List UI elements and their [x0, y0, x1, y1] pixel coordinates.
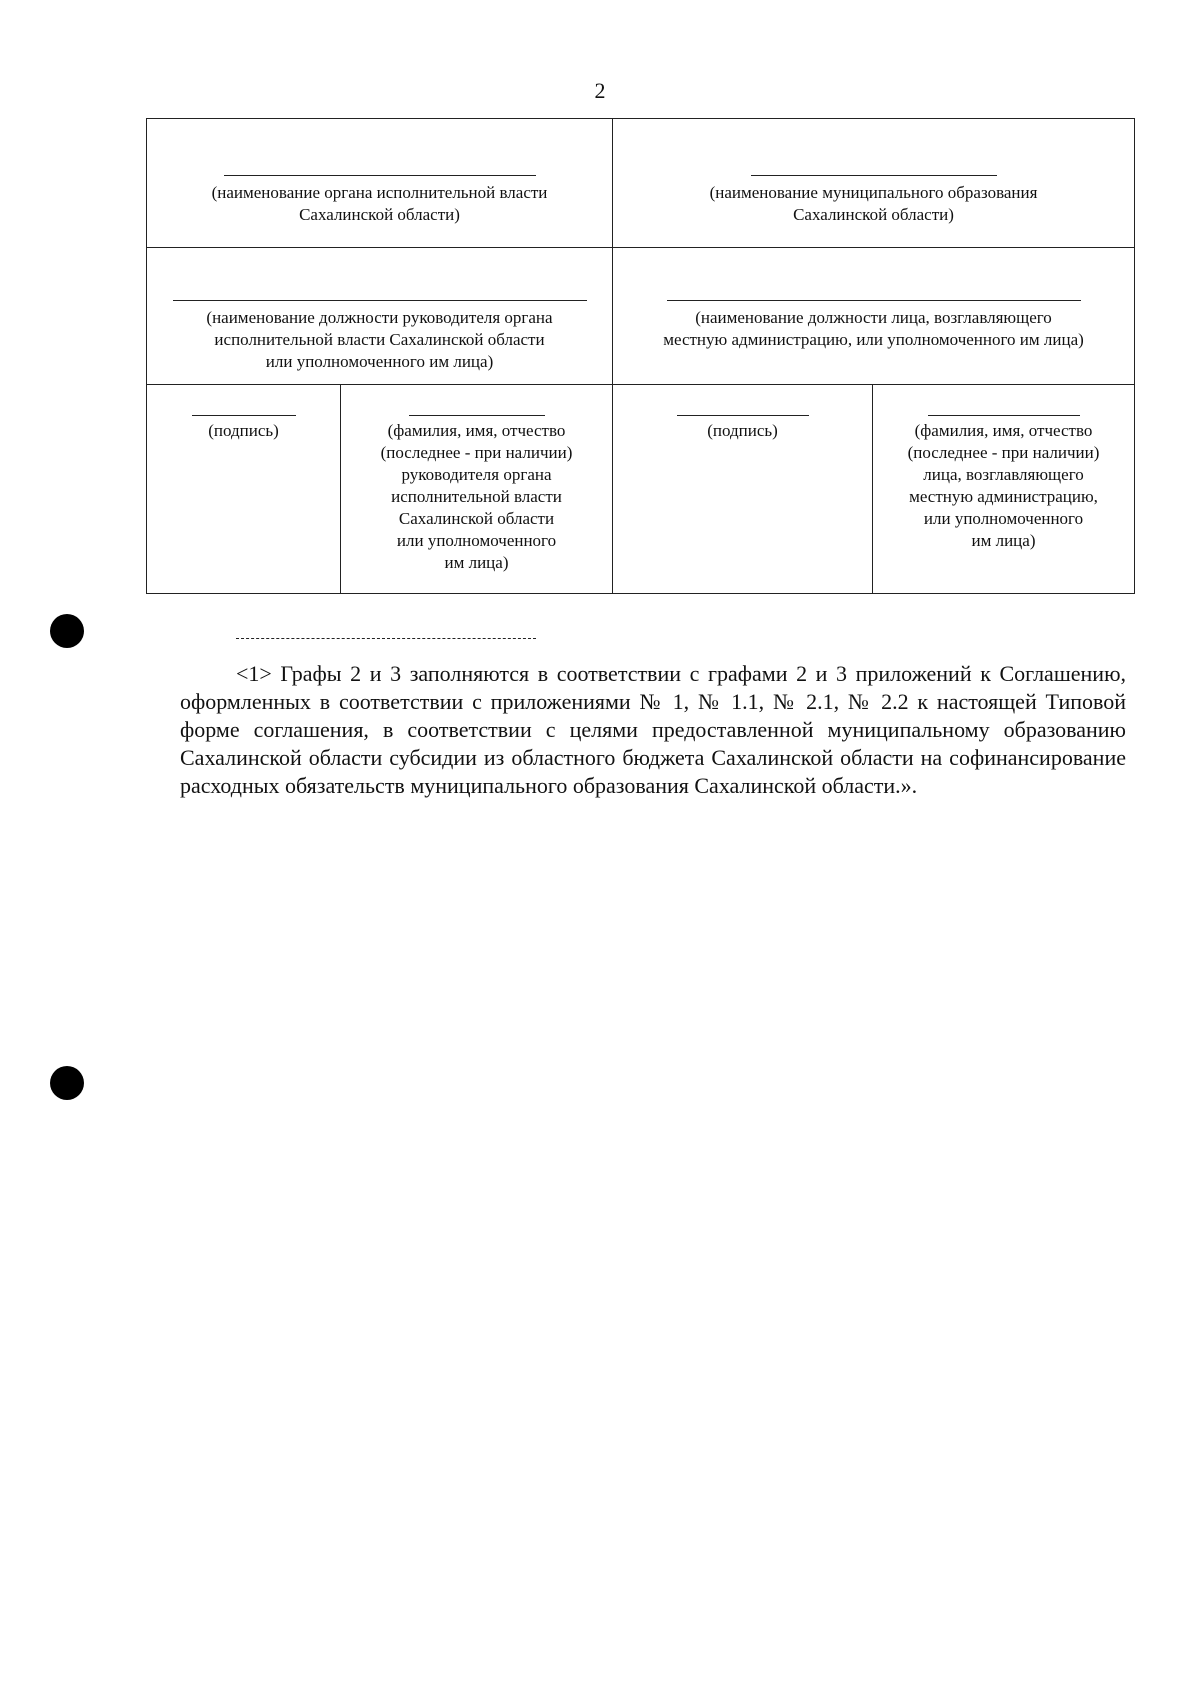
municipality-name-caption: (наименование муниципального образования Сахалинской области): [709, 183, 1038, 224]
punch-hole-icon: [50, 1066, 84, 1100]
blank-line: [751, 175, 997, 176]
punch-hole-icon: [50, 614, 84, 648]
municipal-head-position-caption: (наименование должности лица, возглавляющего местную администрацию, или уполномоченного им лица): [663, 308, 1084, 349]
blank-line: [173, 300, 587, 301]
blank-line: [928, 415, 1080, 416]
executive-head-position-cell: [147, 248, 613, 385]
footnote-text: <1> Графы 2 и 3 заполняются в соответствии с графами 2 и 3 приложений к Соглашению, оформленных в соответствии с приложениями № 1, № 1.1, № 2.1, № 2.2 к настоящей Типовой форме соглашения, в соответствии с целями предоставленной муниципальному образованию Сахалинской области субсидии из областного бюджета Сахалинской области на софинансирование расходных обязательств муниципального образования Сахалинской области.».: [180, 661, 1126, 798]
table-row: [147, 385, 1135, 594]
page-number: 2: [594, 78, 606, 103]
municipal-head-position-cell: [613, 248, 1135, 385]
executive-signature-cell: [147, 385, 341, 594]
blank-line: [192, 415, 296, 416]
municipal-signature-cell: [613, 385, 873, 594]
blank-line: [224, 175, 536, 176]
table-row: [147, 248, 1135, 385]
executive-head-position-caption: (наименование должности руководителя органа исполнительной власти Сахалинской области или уполномоченного им лица): [206, 308, 553, 371]
executive-body-name-caption: (наименование органа исполнительной власти Сахалинской области): [211, 183, 548, 224]
blank-line: [409, 415, 545, 416]
footnote-separator: [236, 638, 536, 639]
municipal-fio-cell: [873, 385, 1135, 594]
table-row: [147, 119, 1135, 248]
executive-signature-caption: (подпись): [208, 421, 279, 440]
municipal-fio-caption: (фамилия, имя, отчество (последнее - при наличии) лица, возглавляющего местную администрацию, или уполномоченного им лица): [907, 421, 1100, 550]
blank-line: [667, 300, 1081, 301]
municipality-name-cell: [613, 119, 1135, 248]
executive-body-name-cell: [147, 119, 613, 248]
municipal-signature-caption: (подпись): [707, 421, 778, 440]
signature-table: [146, 118, 1135, 594]
executive-fio-cell: [341, 385, 613, 594]
blank-line: [677, 415, 809, 416]
executive-fio-caption: (фамилия, имя, отчество (последнее - при наличии) руководителя органа исполнительной власти Сахалинской области или уполномоченного им лица): [380, 421, 573, 572]
